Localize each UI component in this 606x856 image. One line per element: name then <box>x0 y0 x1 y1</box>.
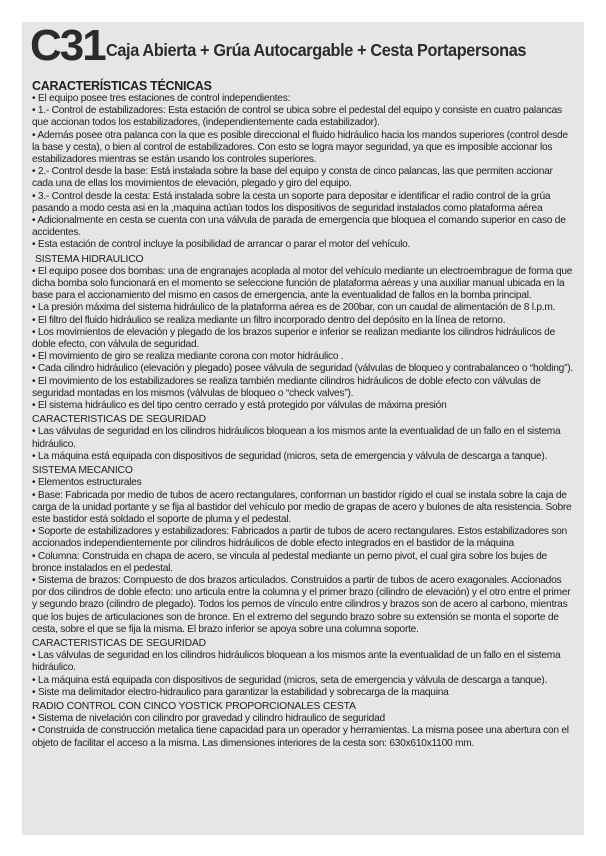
list-item: • La máquina está equipada con dispositivos de seguridad (micros, seta de emergencia y válvula de descarga a tanque). <box>32 674 548 686</box>
list-item: • Esta estación de control incluye la posibilidad de arrancar o parar el motor del vehículo. <box>32 239 411 251</box>
list-item: • La presión máxima del sistema hidráulico de la plataforma aérea es de 200bar, con un caudal de alimentación de 8 l.p.m. <box>32 302 556 314</box>
document-code: C31 <box>30 21 105 70</box>
section-seguridad-2 <box>32 650 574 699</box>
section-heading-hidraulico: SISTEMA HIDRAULICO <box>35 253 144 265</box>
list-item: • 1.- Control de estabilizadores: Esta estación de control se ubica sobre el pedestal del equipo y consiste en cuatro palancas que accionan todos los estabilizadores, (independientemente cada estabilizador). <box>32 105 562 129</box>
section-radio-control <box>32 713 574 750</box>
list-item: • Cada cilindro hidráulico (elevación y plegado) posee válvula de seguridad (válvulas de bloqueo y contrabalanceo o “holding”). <box>32 363 573 375</box>
section-heading-seguridad-2: CARACTERISTICAS DE SEGURIDAD <box>32 637 206 649</box>
section-heading-radio-control: RADIO CONTROL CON CINCO YOSTICK PROPORCIONALES CESTA <box>32 700 356 712</box>
header <box>30 21 580 70</box>
section-heading-tecnicas: CARACTERÍSTICAS TÉCNICAS <box>32 79 212 93</box>
section-seguridad <box>32 426 574 463</box>
list-item: • El sistema hidráulico es del tipo centro cerrado y está protegido por válvulas de máxima presión <box>32 400 447 412</box>
list-item: • 3.- Control desde la cesta: Está instalada sobre la cesta un soporte para depositar e identificar el radio control de la grúa pasando a modo cesta asi en la ,maquina actúan todos los dispositivos de seguridad instalados como plataforma aérea <box>32 190 551 214</box>
list-item: • El equipo posee tres estaciones de control independientes: <box>32 93 291 104</box>
section-heading-seguridad: CARACTERISTICAS DE SEGURIDAD <box>32 414 206 426</box>
section-tecnicas <box>32 93 574 252</box>
list-item: • El movimiento de giro se realiza mediante corona con motor hidráulico . <box>32 351 344 363</box>
list-item: • El movimiento de los estabilizadores se realiza también mediante cilindros hidráulicos de doble efecto con válvulas de seguridad montadas en los mismos (válvulas de bloqueo o “check valves”). <box>32 375 541 399</box>
section-mecanico <box>32 477 574 636</box>
list-item: • Las válvulas de seguridad en los cilindros hidráulicos bloquean a los mismos ante la eventualidad de un fallo en el sistema hidráulico. <box>32 650 561 674</box>
section-heading-mecanico: SISTEMA MECANICO <box>32 465 133 477</box>
document-title: Caja Abierta + Grúa Autocargable + Cesta Portapersonas <box>106 40 527 60</box>
content <box>32 79 574 750</box>
list-item: • Columna: Construida en chapa de acero, se vincula al pedestal mediante un perno pivot, el cual gira sobre los bujes de bronce instalados en el pedestal. <box>32 550 547 574</box>
list-item: • 2.- Control desde la base: Está instalada sobre la base del equipo y consta de cinco palancas, las que permiten accionar cada una de ellas los movimientos de elevación, plegado y giro del equipo. <box>32 166 553 190</box>
list-item: • Elementos estructurales <box>32 477 142 489</box>
list-item: • La máquina está equipada con dispositivos de seguridad (micros, seta de emergencia y válvula de descarga a tanque). <box>32 450 548 462</box>
list-item: • Soporte de estabilizadores y estabilizadores: Fabricados a partir de tubos de acero rectangulares. Estos estabilizadores son accionados independientemente por cilindros hidráulicos de doble efecto integrados en el bastidor de la máquina <box>32 526 567 550</box>
list-item: • El equipo posee dos bombas: una de engranajes acoplada al motor del vehículo mediante un electroembrague de forma que dicha bomba solo funcionará en el momento se seleccione función de plataforma aéreas y una auxiliar manual ubicada en la base para el accionamiento del mismo en casos de emergencia, ante la eventualidad de fallos en la bomba principal. <box>32 265 573 302</box>
list-item: • Sistema de nivelación con cilindro por gravedad y cilindro hidraulico de seguridad <box>32 713 385 725</box>
list-item: • Construida de construcción metalica tiene capacidad para un operador y herramientas. La misma posee una abertura con el objeto de facilitar el acceso a la misma. Las dimensiones interiores de la cesta son: 630x610x1100 mm. <box>32 725 569 749</box>
list-item: • Adicionalmente en cesta se cuenta con una válvula de parada de emergencia que bloquea el comando superior en caso de accidentes. <box>32 215 566 239</box>
list-item: • Los movimientos de elevación y plegado de los brazos superior e inferior se realizan mediante los cilindros hidráulicos de doble efecto, con válvula de seguridad. <box>32 326 555 351</box>
list-item: • Además posee otra palanca con la que es posible direccional el fluido hidráulico hacia los mandos superiores (control desde la base y cesta), o bien al control de estabilizadores. Con esto se logra mayor seguridad, ya que es imposible accionar los estabilizadores mientras se están usando los controles superiores. <box>32 129 568 166</box>
list-item: • Base: Fabricada por medio de tubos de acero rectangulares, conforman un bastidor rígido el cual se instala sobre la caja de carga de la unidad portante y se fija al bastidor del vehículo por medio de grapas de acero y bulones de alta resistencia. Sobre este bastidor está soldado el soporte de pluma y el pedestal. <box>32 489 572 525</box>
section-hidraulico <box>32 266 574 412</box>
list-item: • Siste ma delimitador electro-hidraulico para garantizar la estabilidad y sobrecarga de la maquina <box>32 686 449 698</box>
list-item: • El filtro del fluido hidráulico se realiza mediante un filtro incorporado dentro del depósito en la línea de retorno. <box>32 314 506 326</box>
list-item: • Sistema de brazos: Compuesto de dos brazos articulados. Construidos a partir de tubos de acero exagonales. Accionados por dos cilindros de doble efecto: uno articula entre la columna y el primer brazo (cilindro de elevación) y el otro entre el primer y segundo brazo (cilindro de plegado). Todos los pernos de vínculo entre cilindros y brazos son de acero al carbono, mientras que los bujes de articulaciones son de bronce. En el extremo del segundo brazo sobre su extensión se monta el soporte de cesta, sobre el que se fija la misma. El brazo inferior se apoya sobre una columna soporte. <box>32 574 571 635</box>
list-item: • Las válvulas de seguridad en los cilindros hidráulicos bloquean a los mismos ante la eventualidad de un fallo en el sistema hidráulico. <box>32 426 561 450</box>
